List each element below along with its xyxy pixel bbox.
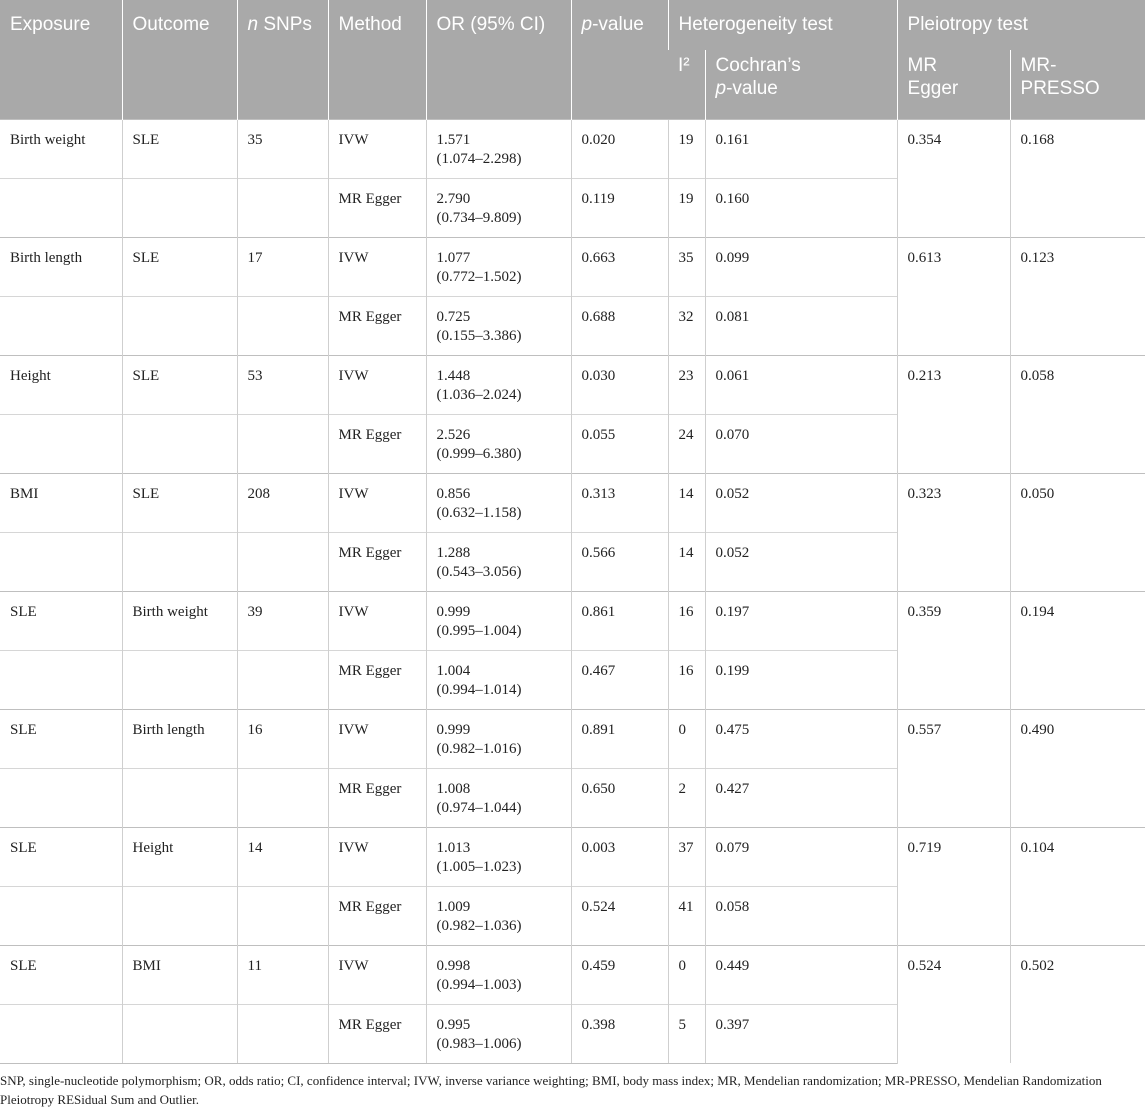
cell-exposure: Birth weight <box>0 119 122 178</box>
cell-or-ci: (0.994–1.003) <box>436 976 522 993</box>
table-body <box>0 119 1145 1063</box>
cell-exposure: BMI <box>0 473 122 532</box>
cell-method: IVW <box>328 237 426 296</box>
table-footnote: SNP, single-nucleotide polymorphism; OR, odds ratio; CI, confidence interval; IVW, inverse variance weighting; BMI, body mass index; MR, Mendelian randomization; MR-PRESSO, Mendelian Randomization Pleiotropy RESidual Sum and Outlier. <box>0 1073 1102 1107</box>
cell-i2: 0 <box>668 945 705 1004</box>
header-heterogeneity: Heterogeneity test <box>668 0 897 50</box>
cell-i2: 41 <box>668 886 705 945</box>
cell-or <box>426 650 571 709</box>
cell-or-value: 0.999 <box>436 603 471 620</box>
cell-or-ci: (0.974–1.044) <box>436 799 522 816</box>
cell-n-snps: 35 <box>237 119 328 178</box>
cell-method: IVW <box>328 591 426 650</box>
cell-p-value: 0.524 <box>571 886 668 945</box>
cell-cochran-p: 0.081 <box>705 296 897 355</box>
cell-or <box>426 827 571 886</box>
cell-p-value: 0.467 <box>571 650 668 709</box>
cell-or-value: 0.725 <box>436 308 471 325</box>
cell-outcome-empty <box>122 414 237 473</box>
cell-or-value: 0.856 <box>436 485 471 502</box>
cell-exposure: Height <box>0 355 122 414</box>
cell-outcome: SLE <box>122 119 237 178</box>
cell-outcome-empty <box>122 768 237 827</box>
cell-method: IVW <box>328 355 426 414</box>
cell-cochran-p: 0.099 <box>705 237 897 296</box>
cell-exposure: SLE <box>0 827 122 886</box>
cell-exposure: Birth length <box>0 237 122 296</box>
header-n-rest: SNPs <box>258 14 312 35</box>
header-mr-egger: MR Egger <box>897 50 1010 119</box>
cell-or <box>426 709 571 768</box>
cell-cochran-p: 0.427 <box>705 768 897 827</box>
cell-i2: 19 <box>668 119 705 178</box>
cell-i2: 16 <box>668 591 705 650</box>
cell-or-ci: (1.074–2.298) <box>436 150 522 167</box>
cell-n-snps: 39 <box>237 591 328 650</box>
table-row <box>0 355 1145 414</box>
header-exposure: Exposure <box>0 0 122 119</box>
cell-n-snps-empty <box>237 178 328 237</box>
cell-p-value: 0.688 <box>571 296 668 355</box>
cell-or <box>426 414 571 473</box>
cell-method: MR Egger <box>328 650 426 709</box>
cell-exposure-empty <box>0 178 122 237</box>
cell-outcome-empty <box>122 178 237 237</box>
cell-exposure: SLE <box>0 709 122 768</box>
cell-or-ci: (0.999–6.380) <box>436 445 522 462</box>
cell-i2: 24 <box>668 414 705 473</box>
cell-p-value: 0.055 <box>571 414 668 473</box>
header-cochran-line1: Cochran’s <box>715 55 801 76</box>
cell-or-value: 1.008 <box>436 780 471 797</box>
header-cochran-p-rest: -value <box>726 78 778 99</box>
cell-exposure-empty <box>0 886 122 945</box>
cell-or <box>426 768 571 827</box>
cell-or <box>426 473 571 532</box>
cell-i2: 16 <box>668 650 705 709</box>
cell-outcome: SLE <box>122 237 237 296</box>
cell-or-value: 0.998 <box>436 957 471 974</box>
cell-p-value: 0.891 <box>571 709 668 768</box>
cell-method: MR Egger <box>328 1004 426 1063</box>
cell-exposure: SLE <box>0 591 122 650</box>
cell-p-value: 0.020 <box>571 119 668 178</box>
header-or: OR (95% CI) <box>426 0 571 119</box>
header-n-snps <box>237 0 328 119</box>
cell-cochran-p: 0.475 <box>705 709 897 768</box>
cell-or-ci: (0.982–1.036) <box>436 917 522 934</box>
cell-cochran-p: 0.161 <box>705 119 897 178</box>
header-method: Method <box>328 0 426 119</box>
cell-or-ci: (0.995–1.004) <box>436 622 522 639</box>
cell-outcome: Birth weight <box>122 591 237 650</box>
cell-n-snps: 14 <box>237 827 328 886</box>
cell-or-ci: (1.036–2.024) <box>436 386 522 403</box>
cell-cochran-p: 0.199 <box>705 650 897 709</box>
cell-or-ci: (0.983–1.006) <box>436 1035 522 1052</box>
cell-i2: 37 <box>668 827 705 886</box>
cell-mr-presso: 0.058 <box>1010 355 1145 473</box>
cell-or-ci: (0.155–3.386) <box>436 327 522 344</box>
cell-exposure-empty <box>0 768 122 827</box>
cell-or-value: 1.009 <box>436 898 471 915</box>
cell-i2: 14 <box>668 473 705 532</box>
cell-i2: 0 <box>668 709 705 768</box>
cell-n-snps: 16 <box>237 709 328 768</box>
cell-or <box>426 296 571 355</box>
cell-or <box>426 237 571 296</box>
cell-or <box>426 355 571 414</box>
cell-cochran-p: 0.397 <box>705 1004 897 1063</box>
cell-outcome-empty <box>122 886 237 945</box>
cell-mr-presso: 0.490 <box>1010 709 1145 827</box>
cell-mr-egger: 0.719 <box>897 827 1010 945</box>
cell-exposure-empty <box>0 532 122 591</box>
table-row <box>0 473 1145 532</box>
table-row <box>0 945 1145 1004</box>
cell-outcome-empty <box>122 296 237 355</box>
cell-method: IVW <box>328 827 426 886</box>
cell-p-value: 0.650 <box>571 768 668 827</box>
cell-or-ci: (0.994–1.014) <box>436 681 522 698</box>
cell-i2: 2 <box>668 768 705 827</box>
cell-mr-egger: 0.359 <box>897 591 1010 709</box>
cell-cochran-p: 0.079 <box>705 827 897 886</box>
cell-cochran-p: 0.070 <box>705 414 897 473</box>
cell-outcome-empty <box>122 532 237 591</box>
cell-or-value: 0.999 <box>436 721 471 738</box>
header-mr-presso: MR-PRESSO <box>1010 50 1145 119</box>
cell-outcome: Birth length <box>122 709 237 768</box>
cell-method: MR Egger <box>328 886 426 945</box>
cell-n-snps-empty <box>237 1004 328 1063</box>
header-n-italic: n <box>247 14 259 35</box>
cell-or <box>426 532 571 591</box>
cell-outcome: BMI <box>122 945 237 1004</box>
cell-i2: 5 <box>668 1004 705 1063</box>
cell-or-value: 1.013 <box>436 839 471 856</box>
header-p-italic: p <box>581 14 593 35</box>
cell-mr-egger: 0.613 <box>897 237 1010 355</box>
header-cochran <box>705 50 897 119</box>
cell-mr-presso: 0.050 <box>1010 473 1145 591</box>
cell-exposure: SLE <box>0 945 122 1004</box>
cell-cochran-p: 0.160 <box>705 178 897 237</box>
cell-mr-egger: 0.354 <box>897 119 1010 237</box>
cell-method: MR Egger <box>328 768 426 827</box>
header-p-value <box>571 0 668 119</box>
cell-n-snps-empty <box>237 414 328 473</box>
cell-cochran-p: 0.061 <box>705 355 897 414</box>
table-row <box>0 709 1145 768</box>
cell-p-value: 0.003 <box>571 827 668 886</box>
cell-or-value: 0.995 <box>436 1016 471 1033</box>
cell-cochran-p: 0.197 <box>705 591 897 650</box>
table-row <box>0 591 1145 650</box>
cell-exposure-empty <box>0 414 122 473</box>
cell-mr-presso: 0.168 <box>1010 119 1145 237</box>
cell-outcome: SLE <box>122 473 237 532</box>
cell-p-value: 0.566 <box>571 532 668 591</box>
cell-p-value: 0.119 <box>571 178 668 237</box>
table-row <box>0 237 1145 296</box>
header-cochran-p-italic: p <box>715 78 727 99</box>
header-p-rest: -value <box>592 14 644 35</box>
cell-mr-egger: 0.323 <box>897 473 1010 591</box>
cell-exposure-empty <box>0 650 122 709</box>
cell-or-value: 1.448 <box>436 367 471 384</box>
cell-cochran-p: 0.052 <box>705 473 897 532</box>
cell-n-snps-empty <box>237 886 328 945</box>
cell-p-value: 0.861 <box>571 591 668 650</box>
cell-or-value: 1.004 <box>436 662 471 679</box>
cell-or <box>426 178 571 237</box>
cell-n-snps: 17 <box>237 237 328 296</box>
cell-or-ci: (1.005–1.023) <box>436 858 522 875</box>
cell-method: MR Egger <box>328 532 426 591</box>
cell-or <box>426 886 571 945</box>
header-i2: I² <box>668 50 705 119</box>
cell-or-value: 1.288 <box>436 544 471 561</box>
cell-or-ci: (0.982–1.016) <box>436 740 522 757</box>
cell-mr-presso: 0.123 <box>1010 237 1145 355</box>
cell-or-ci: (0.543–3.056) <box>436 563 522 580</box>
cell-outcome-empty <box>122 1004 237 1063</box>
cell-method: IVW <box>328 945 426 1004</box>
cell-mr-egger: 0.557 <box>897 709 1010 827</box>
cell-mr-presso: 0.194 <box>1010 591 1145 709</box>
cell-mr-presso: 0.104 <box>1010 827 1145 945</box>
cell-method: IVW <box>328 473 426 532</box>
cell-or-value: 1.077 <box>436 249 471 266</box>
cell-exposure-empty <box>0 296 122 355</box>
cell-p-value: 0.663 <box>571 237 668 296</box>
cell-method: IVW <box>328 119 426 178</box>
table-row <box>0 827 1145 886</box>
cell-outcome: SLE <box>122 355 237 414</box>
cell-cochran-p: 0.058 <box>705 886 897 945</box>
cell-or-value: 2.790 <box>436 190 471 207</box>
cell-p-value: 0.313 <box>571 473 668 532</box>
cell-method: MR Egger <box>328 414 426 473</box>
cell-or-ci: (0.734–9.809) <box>436 209 522 226</box>
table-row <box>0 119 1145 178</box>
cell-method: MR Egger <box>328 296 426 355</box>
cell-cochran-p: 0.449 <box>705 945 897 1004</box>
cell-or-ci: (0.632–1.158) <box>436 504 522 521</box>
cell-mr-egger: 0.524 <box>897 945 1010 1063</box>
cell-exposure-empty <box>0 1004 122 1063</box>
cell-outcome: Height <box>122 827 237 886</box>
cell-n-snps-empty <box>237 768 328 827</box>
cell-method: IVW <box>328 709 426 768</box>
cell-n-snps-empty <box>237 532 328 591</box>
cell-or <box>426 119 571 178</box>
cell-i2: 32 <box>668 296 705 355</box>
cell-i2: 19 <box>668 178 705 237</box>
cell-or-value: 1.571 <box>436 131 471 148</box>
cell-n-snps-empty <box>237 296 328 355</box>
cell-or <box>426 945 571 1004</box>
cell-method: MR Egger <box>328 178 426 237</box>
cell-i2: 14 <box>668 532 705 591</box>
header-pleiotropy: Pleiotropy test <box>897 0 1145 50</box>
cell-outcome-empty <box>122 650 237 709</box>
cell-or <box>426 1004 571 1063</box>
cell-n-snps: 208 <box>237 473 328 532</box>
cell-p-value: 0.459 <box>571 945 668 1004</box>
cell-p-value: 0.030 <box>571 355 668 414</box>
cell-or-value: 2.526 <box>436 426 471 443</box>
cell-mr-presso: 0.502 <box>1010 945 1145 1063</box>
cell-mr-egger: 0.213 <box>897 355 1010 473</box>
cell-i2: 23 <box>668 355 705 414</box>
cell-n-snps: 11 <box>237 945 328 1004</box>
header-outcome: Outcome <box>122 0 237 119</box>
cell-n-snps: 53 <box>237 355 328 414</box>
cell-n-snps-empty <box>237 650 328 709</box>
cell-p-value: 0.398 <box>571 1004 668 1063</box>
cell-cochran-p: 0.052 <box>705 532 897 591</box>
cell-i2: 35 <box>668 237 705 296</box>
cell-or <box>426 591 571 650</box>
cell-or-ci: (0.772–1.502) <box>436 268 522 285</box>
